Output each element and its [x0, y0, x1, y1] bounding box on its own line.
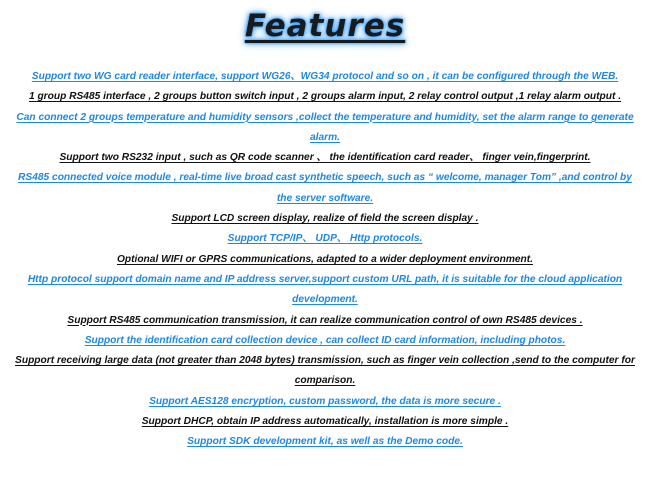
feature-item: Support the identification card collection device , can collect ID card information, including photos. [84, 334, 566, 346]
feature-list [12, 67, 638, 453]
feature-item: Support TCP/IP、 UDP、 Http protocols. [227, 233, 423, 245]
feature-item: Support two WG card reader interface, support WG26、WG34 protocol and so on , it can be configured through the WEB. [31, 71, 619, 82]
feature-item: Support RS485 communication transmission, it can realize communication control of own RS485 devices . [67, 314, 583, 326]
page-title: Features [244, 8, 406, 44]
feature-item: Support receiving large data (not greater than 2048 bytes) transmission, such as finger vein collection ,send to the computer for comparison. [15, 355, 635, 387]
feature-item: Can connect 2 groups temperature and humidity sensors ,collect the temperature and humidity, set the alarm range to generate alarm. [16, 111, 634, 143]
feature-item: Support AES128 encryption, custom password, the data is more secure . [149, 395, 501, 407]
feature-item: Support LCD screen display, realize of field the screen display . [171, 213, 479, 225]
title-wrap [0, 8, 650, 44]
feature-item: RS485 connected voice module , real-time live broad cast synthetic speech, such as “ welcome, manager Tom” ,and control by the server software. [18, 172, 632, 204]
feature-item: Support two RS232 input , such as QR code scanner 、 the identification card reader、 finger vein,fingerprint. [59, 152, 591, 164]
feature-item: Support DHCP, obtain IP address automatically, installation is more simple . [141, 416, 509, 428]
feature-item: Support SDK development kit, as well as the Demo code. [187, 436, 463, 448]
feature-item: Http protocol support domain name and IP address server,support custom URL path, it is suitable for the cloud application development. [27, 273, 623, 306]
feature-item: Optional WIFI or GPRS communications, adapted to a wider deployment environment. [116, 253, 534, 265]
feature-item: 1 group RS485 interface , 2 groups button switch input , 2 groups alarm input, 2 relay control output ,1 relay alarm output . [28, 91, 622, 103]
